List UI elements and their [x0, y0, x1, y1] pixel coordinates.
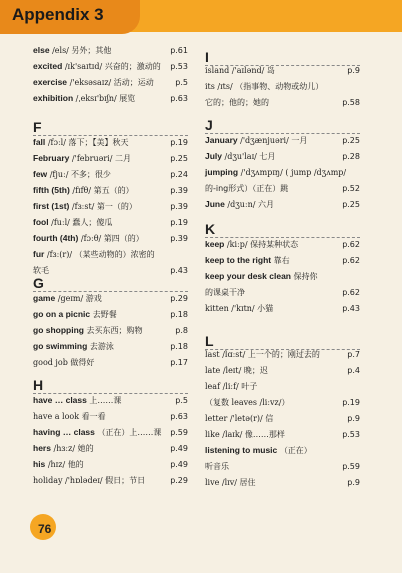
page-ref: p.8: [175, 326, 188, 335]
meaning: 小猫: [257, 304, 274, 313]
page-ref: p.62: [342, 240, 360, 249]
section-letter: F: [33, 119, 42, 135]
meaning: 的课桌干净: [205, 288, 245, 297]
phonetic: last /lɑːst/: [205, 350, 248, 359]
phonetic: /geɪm/: [55, 294, 86, 303]
page-ref: p.7: [347, 350, 360, 359]
entry-row: [33, 218, 188, 227]
entry-row: [205, 414, 360, 423]
headword: have … class: [33, 395, 87, 405]
meaning: 保持某种状态: [250, 240, 299, 249]
headword: February: [33, 153, 70, 163]
headword: keep: [205, 239, 225, 249]
entry-row: [33, 170, 188, 179]
meaning: 岛: [266, 66, 275, 75]
phonetic: /ˌeksɪ'bɪʃn/: [73, 94, 120, 103]
section-letter: I: [205, 49, 209, 65]
entry-row: [33, 396, 188, 405]
phonetic: live /lɪv/: [205, 478, 240, 487]
entry-row: [205, 462, 360, 471]
meaning: 去野餐: [92, 310, 117, 319]
entry-row: [205, 478, 360, 487]
phonetic: /dʒu'laɪ/: [222, 152, 260, 161]
phonetic: /fuːl/: [48, 218, 73, 227]
meaning: 他的: [67, 460, 84, 469]
meaning: 假日；节日: [105, 476, 146, 485]
meaning: 上……课: [89, 396, 122, 405]
page-ref: p.43: [170, 266, 188, 275]
phonetic: late /leɪt/: [205, 366, 244, 375]
phonetic: its /ɪts/: [205, 82, 236, 91]
phonetic: letter /'letə(r)/: [205, 414, 266, 423]
entry-row: [205, 446, 360, 455]
page-ref: p.25: [342, 136, 360, 145]
phonetic: /fɔːθ/: [78, 234, 104, 243]
meaning: 叶子: [241, 382, 258, 391]
meaning: 落下；【美】秋天: [68, 138, 129, 147]
page-ref: p.61: [170, 46, 188, 55]
page-ref: p.19: [342, 398, 360, 407]
meaning: 不多；很少: [70, 170, 111, 179]
entry-row: [33, 94, 188, 103]
phonetic: leaf /liːf/: [205, 382, 242, 391]
meaning: 它的；他的；她的: [205, 98, 269, 107]
entry-row: [205, 304, 360, 313]
entry-row: [33, 234, 188, 243]
headword: go swimming: [33, 341, 88, 351]
phonetic: island /'aɪlənd/: [205, 66, 267, 75]
entry-row: [205, 382, 360, 391]
headword: go on a picnic: [33, 309, 91, 319]
page-ref: p.4: [347, 366, 360, 375]
page-ref: p.59: [170, 428, 188, 437]
phonetic: /hɜːz/: [50, 444, 78, 453]
phonetic: /fɔːl/: [45, 138, 69, 147]
phonetic: /'eksəsaɪz/: [67, 78, 114, 87]
meaning: 的-ing形式）（正在）跳: [205, 184, 289, 193]
phonetic: （复数 leaves /liːvz/）: [205, 398, 290, 407]
headword: go shopping: [33, 325, 84, 335]
page-ref: p.9: [347, 414, 360, 423]
entry-row: [205, 98, 360, 107]
meaning: 二月: [114, 154, 131, 163]
meaning: 展览: [119, 94, 136, 103]
meaning: 另外；其他: [71, 46, 112, 55]
headword: game: [33, 293, 56, 303]
meaning: （某些动物的）浓密的: [74, 250, 155, 259]
meaning: （正在）上……课: [97, 428, 162, 437]
page-ref: p.9: [347, 66, 360, 75]
headword: else: [33, 45, 50, 55]
page-ref: p.49: [170, 460, 188, 469]
entry-row: [205, 184, 360, 193]
entry-row: [33, 310, 188, 319]
page-ref: p.29: [170, 476, 188, 485]
entry-row: [33, 476, 188, 485]
meaning: 居住: [239, 478, 256, 487]
meaning: 游戏: [85, 294, 102, 303]
entry-row: [205, 136, 360, 145]
entry-row: [205, 152, 360, 161]
entry-row: [33, 154, 188, 163]
page-ref: p.5: [175, 396, 188, 405]
entry-row: [205, 66, 360, 75]
headword: fall: [33, 137, 46, 147]
headword: June: [205, 199, 225, 209]
page-ref: p.9: [347, 478, 360, 487]
meaning: 做得好: [70, 358, 95, 367]
phonetic: /els/: [49, 46, 72, 55]
meaning: 看一看: [81, 412, 106, 421]
page-ref: p.58: [342, 98, 360, 107]
phonetic: have a look: [33, 412, 82, 421]
phonetic: /'dʒʌmpɪŋ/ ( jump /dʒʌmp/: [238, 168, 347, 177]
headword: fur: [33, 249, 45, 259]
entry-row: [33, 138, 188, 147]
page-ref: p.53: [342, 430, 360, 439]
headword: jumping: [205, 167, 239, 177]
meaning: 软毛: [33, 266, 49, 275]
headword: fourth (4th): [33, 233, 79, 243]
phonetic: good job: [33, 358, 71, 367]
headword: his: [33, 459, 46, 469]
entry-row: [205, 366, 360, 375]
page-ref: p.24: [170, 170, 188, 179]
entry-row: [33, 294, 188, 303]
entry-row: [205, 350, 360, 359]
meaning: 一月: [291, 136, 308, 145]
headword: keep to the right: [205, 255, 272, 265]
entry-row: [205, 256, 360, 265]
phonetic: /hɪz/: [45, 460, 68, 469]
phonetic: kitten /'kɪtn/: [205, 304, 258, 313]
meaning: 上一个的；刚过去的: [247, 350, 320, 359]
meaning: 第五（的）: [93, 186, 134, 195]
headword: few: [33, 169, 48, 179]
page-ref: p.28: [342, 152, 360, 161]
meaning: 兴奋的；激动的: [104, 62, 161, 71]
entry-row: [205, 288, 360, 297]
phonetic: /'dʒænjuəri/: [237, 136, 292, 145]
headword: first (1st): [33, 201, 70, 211]
entry-row: [33, 202, 188, 211]
entry-row: [33, 326, 188, 335]
page-ref: p.19: [170, 218, 188, 227]
entry-row: [33, 428, 188, 437]
entry-row: [33, 62, 188, 71]
meaning: 去买东西；购物: [86, 326, 143, 335]
headword: hers: [33, 443, 51, 453]
page-title: Appendix 3: [12, 5, 104, 24]
meaning: 她的: [77, 444, 94, 453]
page-ref: p.25: [170, 154, 188, 163]
headword: listening to music: [205, 445, 278, 455]
headword: July: [205, 151, 223, 161]
meaning: 靠右: [273, 256, 290, 265]
page-ref: p.62: [342, 256, 360, 265]
page-ref: p.19: [170, 138, 188, 147]
section-letter: J: [205, 117, 213, 133]
entry-row: [205, 200, 360, 209]
entry-row: [205, 272, 360, 281]
meaning: 活动；运动: [113, 78, 154, 87]
page-ref: p.59: [342, 462, 360, 471]
page-ref: p.63: [170, 94, 188, 103]
meaning: 六月: [257, 200, 274, 209]
meaning: （正在）: [279, 446, 312, 455]
page-ref: p.49: [170, 444, 188, 453]
entry-row: [205, 430, 360, 439]
entry-row: [205, 240, 360, 249]
headword: having … class: [33, 427, 95, 437]
phonetic: /ɪk'saɪtɪd/: [62, 62, 105, 71]
phonetic: /'februəri/: [69, 154, 115, 163]
meaning: 第四（的）: [103, 234, 144, 243]
meaning: 晚；迟: [243, 366, 268, 375]
phonetic: /fjuː/: [47, 170, 71, 179]
page-ref: p.18: [170, 342, 188, 351]
page-ref: p.39: [170, 186, 188, 195]
page-ref: p.39: [170, 234, 188, 243]
meaning: 保持你: [293, 272, 318, 281]
meaning: 去游泳: [89, 342, 114, 351]
entry-row: [33, 444, 188, 453]
phonetic: /fɜː(r)/: [44, 250, 75, 259]
page-ref: p.25: [342, 200, 360, 209]
page-ref: p.53: [170, 62, 188, 71]
meaning: 七月: [259, 152, 276, 161]
entry-row: [33, 266, 188, 275]
entry-row: [205, 82, 360, 91]
phonetic: /fɪfθ/: [69, 186, 94, 195]
entry-row: [33, 342, 188, 351]
entry-row: [33, 412, 188, 421]
headword: January: [205, 135, 238, 145]
page-ref: p.39: [170, 202, 188, 211]
meaning: 像……那样: [244, 430, 285, 439]
section-letter: H: [33, 377, 44, 393]
page-number: 76: [38, 522, 52, 536]
meaning: 蠢人；傻瓜: [72, 218, 113, 227]
page-ref: p.52: [342, 184, 360, 193]
entry-row: [33, 250, 188, 259]
headword: fool: [33, 217, 49, 227]
meaning: 信: [265, 414, 274, 423]
entry-row: [205, 398, 360, 407]
page-ref: p.63: [170, 412, 188, 421]
entry-row: [33, 358, 188, 367]
headword: exhibition: [33, 93, 74, 103]
entry-row: [33, 46, 188, 55]
entry-row: [33, 78, 188, 87]
meaning: 听音乐: [205, 462, 229, 471]
page-ref: p.5: [175, 78, 188, 87]
page-ref: p.18: [170, 310, 188, 319]
phonetic: /dʒuːn/: [224, 200, 258, 209]
section-letter: L: [205, 333, 214, 349]
headword: excited: [33, 61, 63, 71]
phonetic: like /laɪk/: [205, 430, 245, 439]
page-ref: p.43: [342, 304, 360, 313]
phonetic: /fɜːst/: [69, 202, 97, 211]
meaning: 第一（的）: [96, 202, 137, 211]
section-letter: K: [205, 221, 216, 237]
meaning: （指事物、动物或幼儿）: [235, 82, 324, 91]
entry-row: [33, 186, 188, 195]
headword: fifth (5th): [33, 185, 70, 195]
headword: keep your desk clean: [205, 271, 291, 281]
phonetic: /kiːp/: [224, 240, 251, 249]
entry-row: [205, 168, 360, 177]
headword: exercise: [33, 77, 68, 87]
page-ref: p.17: [170, 358, 188, 367]
section-letter: G: [33, 275, 44, 291]
page-ref: p.62: [342, 288, 360, 297]
phonetic: holiday /'hɒlədeɪ/: [33, 476, 106, 485]
page-ref: p.29: [170, 294, 188, 303]
entry-row: [33, 460, 188, 469]
